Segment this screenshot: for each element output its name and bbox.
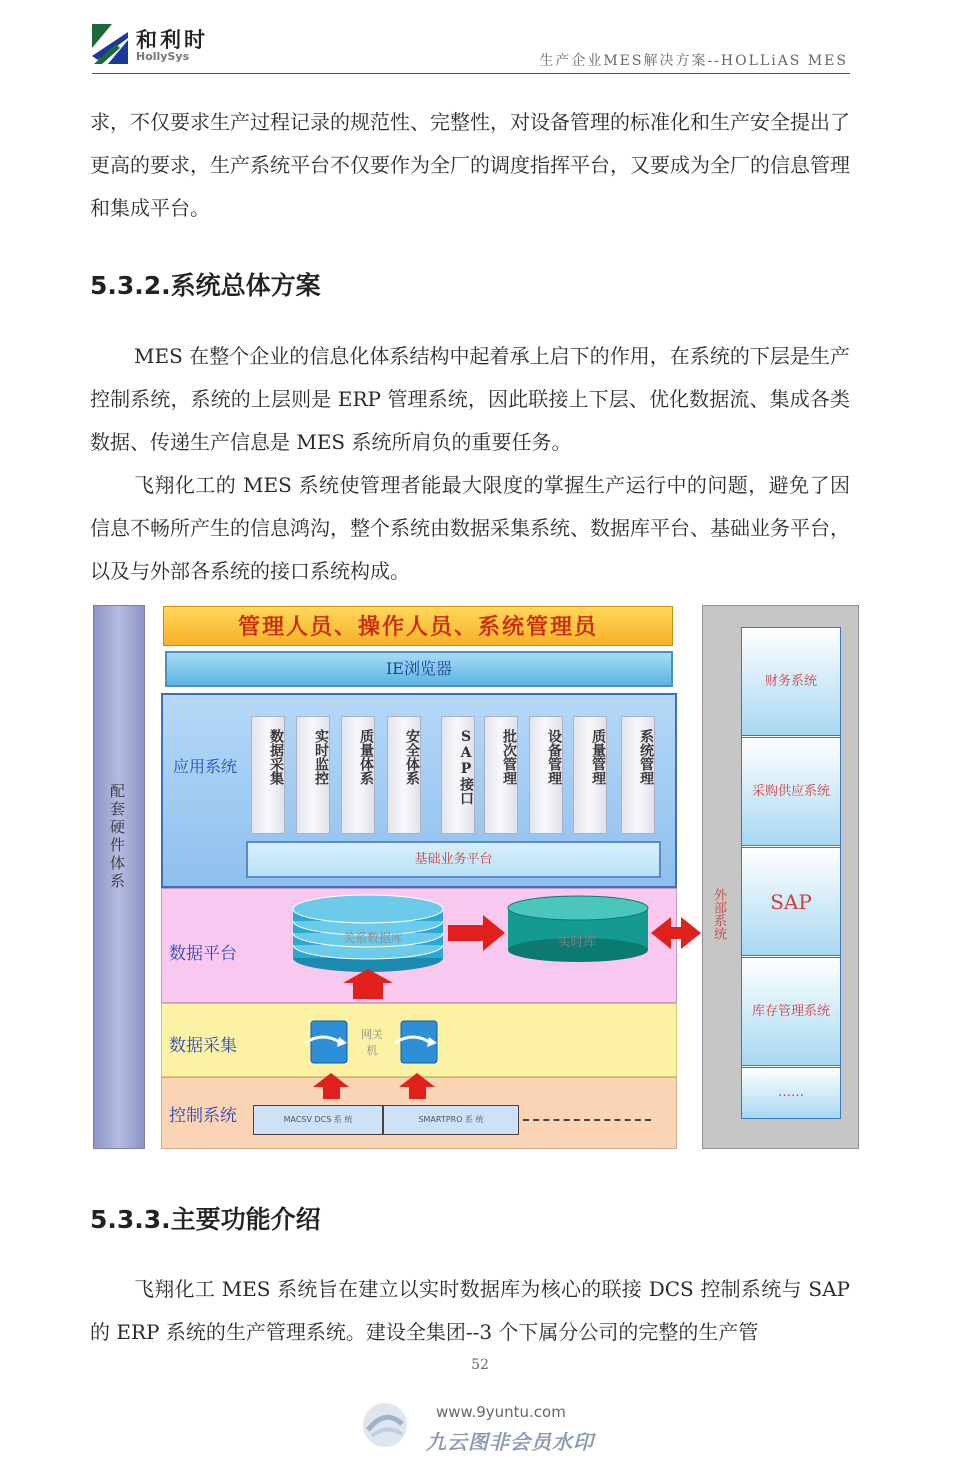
section-5-3-2-paragraph-2: 飞翔化工的 MES 系统使管理者能最大限度的掌握生产运行中的问题，避免了因信息不畅所产生的信息鸿沟，整个系统由数据采集系统、数据库平台、基础业务平台，以及与外部各系统的接口系统构成。 xyxy=(90,473,850,583)
module-label: 安全体系 xyxy=(404,729,420,785)
arrow-control-to-gateway-left-icon xyxy=(313,1073,349,1099)
module-label: 批次管理 xyxy=(501,729,517,785)
section-heading-5-3-3: 5.3.3.主要功能介绍 xyxy=(90,1205,321,1234)
hollysys-logo-icon xyxy=(92,24,128,64)
realtime-database-icon xyxy=(508,896,648,962)
gateway-label: 网关机 xyxy=(361,1028,383,1057)
watermark-text: 九云图非会员水印 xyxy=(426,1430,594,1454)
realtime-database-label: 实时库 xyxy=(557,935,597,950)
external-system-more: …… xyxy=(741,1067,841,1119)
relational-database-label: 关系数据库 xyxy=(342,931,403,945)
control-system-box-2: SMARTPRO 系 统 xyxy=(383,1105,519,1135)
module-label: 实时监控 xyxy=(313,729,329,785)
control-system-dashed-line xyxy=(523,1119,651,1121)
section-5-3-2-body xyxy=(90,335,850,593)
hardware-system-label: 配套硬件体系 xyxy=(108,783,126,891)
logo-english-text: HollySys xyxy=(136,50,190,63)
data-collection-label: 数据采集 xyxy=(169,1036,237,1056)
arrow-db-to-realtime-icon xyxy=(448,915,505,951)
module-label: 系统管理 xyxy=(638,729,654,785)
users-banner: 管理人员、操作人员、系统管理员 xyxy=(163,606,673,646)
gateway-server-left-icon xyxy=(305,1021,347,1063)
section-5-3-2-paragraph-1: MES 在整个企业的信息化体系结构中起着承上启下的作用，在系统的下层是生产控制系统，系统的上层则是 ERP 管理系统，因此联接上下层、优化数据流、集成各类数据、传递生产信息是 MES 系统所肩负的重要任务。 xyxy=(90,344,850,454)
module-label: 质量管理 xyxy=(590,729,606,785)
section-heading-5-3-2: 5.3.2.系统总体方案 xyxy=(90,271,321,300)
arrow-collection-to-db-icon xyxy=(343,969,393,999)
page-number: 52 xyxy=(471,1357,489,1373)
mes-architecture-diagram xyxy=(93,603,859,1151)
control-system-label: 控制系统 xyxy=(169,1106,237,1126)
module-label: 数据采集 xyxy=(268,729,284,785)
arrow-realtime-to-external-icon xyxy=(651,917,701,949)
external-system-finance: 财务系统 xyxy=(741,627,841,736)
gateway-server-right-icon xyxy=(395,1021,437,1063)
base-business-platform: 基础业务平台 xyxy=(246,841,661,878)
module-label: SAP接口 xyxy=(458,729,474,805)
section-5-3-3-paragraph-1: 飞翔化工 MES 系统旨在建立以实时数据库为核心的联接 DCS 控制系统与 SAP 的 ERP 系统的生产管理系统。建设全集团--3 个下属分公司的完整的生产管 xyxy=(90,1277,850,1344)
arrow-control-to-gateway-right-icon xyxy=(399,1073,435,1099)
control-system-box-1: MACSV DCS 系 统 xyxy=(253,1105,383,1135)
application-system-label: 应用系统 xyxy=(173,757,238,776)
external-systems-label: 外部系统 xyxy=(711,888,726,940)
external-system-inventory: 库存管理系统 xyxy=(741,957,841,1066)
ie-browser-bar: IE浏览器 xyxy=(165,651,673,687)
section-5-3-3-body xyxy=(90,1268,850,1354)
data-platform-label: 数据平台 xyxy=(169,944,237,964)
intro-paragraph-text: 求，不仅要求生产过程记录的规范性、完整性，对设备管理的标准化和生产安全提出了更高的要求，生产系统平台不仅要作为全厂的调度指挥平台，又要成为全厂的信息管理和集成平台。 xyxy=(90,110,850,220)
external-system-procurement: 采购供应系统 xyxy=(741,737,841,846)
header-divider xyxy=(92,73,850,74)
logo-chinese-text: 和利时 xyxy=(136,27,208,52)
watermark-logo-icon xyxy=(360,1400,410,1450)
intro-paragraph xyxy=(90,101,850,230)
document-header-title: 生产企业MES解决方案--HOLLiAS MES xyxy=(539,53,848,69)
module-label: 质量体系 xyxy=(358,729,374,785)
module-label: 设备管理 xyxy=(546,729,562,785)
external-system-sap: SAP xyxy=(741,847,841,956)
watermark-url: www.9yuntu.com xyxy=(436,1403,566,1421)
